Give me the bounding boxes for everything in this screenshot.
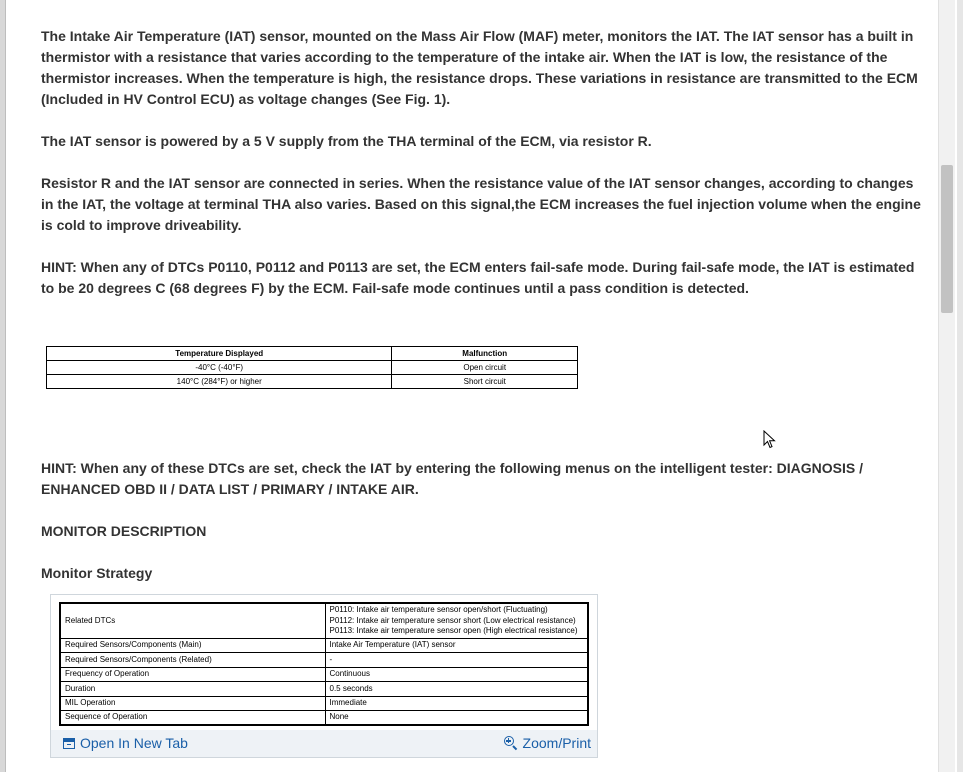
- table-cell: -: [325, 653, 588, 668]
- temperature-malfunction-table: [46, 346, 578, 389]
- table-cell-related-dtcs: [325, 603, 588, 638]
- table-row: [47, 361, 578, 375]
- table-row: [60, 682, 588, 697]
- table-row: [60, 653, 588, 668]
- paragraph-hint-tester: HINT: When any of these DTCs are set, check the IAT by entering the following menus on the intelligent tester: DIAGNOSIS / ENHANCED OBD II / DATA LIST / PRIMARY / INTAKE AIR.: [41, 460, 863, 497]
- table-row: [60, 667, 588, 682]
- table-cell: Related DTCs: [60, 603, 325, 638]
- mouse-cursor-icon: [763, 430, 777, 450]
- table-header-row: [47, 347, 578, 361]
- open-new-tab-icon: [63, 738, 75, 749]
- table-cell: Sequence of Operation: [60, 711, 325, 726]
- open-in-new-tab-label: Open In New Tab: [80, 735, 188, 751]
- table-row: [60, 696, 588, 711]
- zoom-in-icon: [504, 736, 518, 750]
- table-cell: Short circuit: [392, 375, 578, 389]
- heading-monitor-description: MONITOR DESCRIPTION: [41, 523, 207, 539]
- monitor-strategy-table: [59, 602, 589, 726]
- monitor-strategy-figure: [50, 594, 598, 758]
- table-cell: 0.5 seconds: [325, 682, 588, 697]
- table-row: [60, 638, 588, 653]
- heading-monitor-strategy: Monitor Strategy: [41, 565, 153, 581]
- table-cell: Immediate: [325, 696, 588, 711]
- table-row: [47, 375, 578, 389]
- table-row: [60, 603, 588, 638]
- table-cell: MIL Operation: [60, 696, 325, 711]
- zoom-print-link[interactable]: [504, 735, 591, 751]
- open-in-new-tab-link[interactable]: [63, 735, 188, 751]
- dtc-entry: P0112: Intake air temperature sensor short (Low electrical resistance): [329, 615, 576, 625]
- table-cell: Frequency of Operation: [60, 667, 325, 682]
- table-cell: Open circuit: [392, 361, 578, 375]
- zoom-print-label: Zoom/Print: [522, 735, 591, 751]
- table-row: [60, 711, 588, 726]
- paragraph-hint-failsafe: HINT: When any of DTCs P0110, P0112 and P0113 are set, the ECM enters fail-safe mode. During fail-safe mode, the IAT is estimated to be 20 degrees C (68 degrees F) by the ECM. Fail-safe mode continues until a pass condition is detected.: [41, 259, 915, 296]
- paragraph-resistor-series: Resistor R and the IAT sensor are connected in series. When the resistance value of the IAT sensor changes, according to changes in the IAT, the voltage at terminal THA also varies. Based on this signal,the ECM increases the fuel injection volume when the engine is cold to improve driveability.: [41, 175, 921, 233]
- dtc-entry: P0110: Intake air temperature sensor open/short (Fluctuating): [329, 605, 548, 614]
- table-cell: Duration: [60, 682, 325, 697]
- vertical-scrollbar[interactable]: [938, 0, 955, 772]
- table-cell: Required Sensors/Components (Related): [60, 653, 325, 668]
- scrollbar-thumb[interactable]: [941, 165, 953, 313]
- article-body: [41, 26, 926, 320]
- header-malfunction: Malfunction: [392, 347, 578, 361]
- window-frame-right: [957, 0, 963, 772]
- paragraph-iat-overview: The Intake Air Temperature (IAT) sensor, mounted on the Mass Air Flow (MAF) meter, monitors the IAT. The IAT sensor has a built in thermistor with a resistance that varies according to the temperature of the intake air. When the IAT is low, the resistance of the thermistor increases. When the temperature is high, the resistance drops. These variations in resistance are transmitted to the ECM (Included in HV Control ECU) as voltage changes (See Fig. 1).: [41, 28, 918, 107]
- table-cell: -40°C (-40°F): [47, 361, 392, 375]
- figure-toolbar: [51, 730, 597, 757]
- window-frame-left: [0, 0, 6, 772]
- paragraph-power-supply: The IAT sensor is powered by a 5 V supply from the THA terminal of the ECM, via resistor R.: [41, 133, 652, 149]
- table-cell: Required Sensors/Components (Main): [60, 638, 325, 653]
- table-cell: Intake Air Temperature (IAT) sensor: [325, 638, 588, 653]
- header-temperature-displayed: Temperature Displayed: [47, 347, 392, 361]
- table-cell: 140°C (284°F) or higher: [47, 375, 392, 389]
- table-cell: None: [325, 711, 588, 726]
- dtc-entry: P0113: Intake air temperature sensor open (High electrical resistance): [329, 626, 578, 635]
- table-cell: Continuous: [325, 667, 588, 682]
